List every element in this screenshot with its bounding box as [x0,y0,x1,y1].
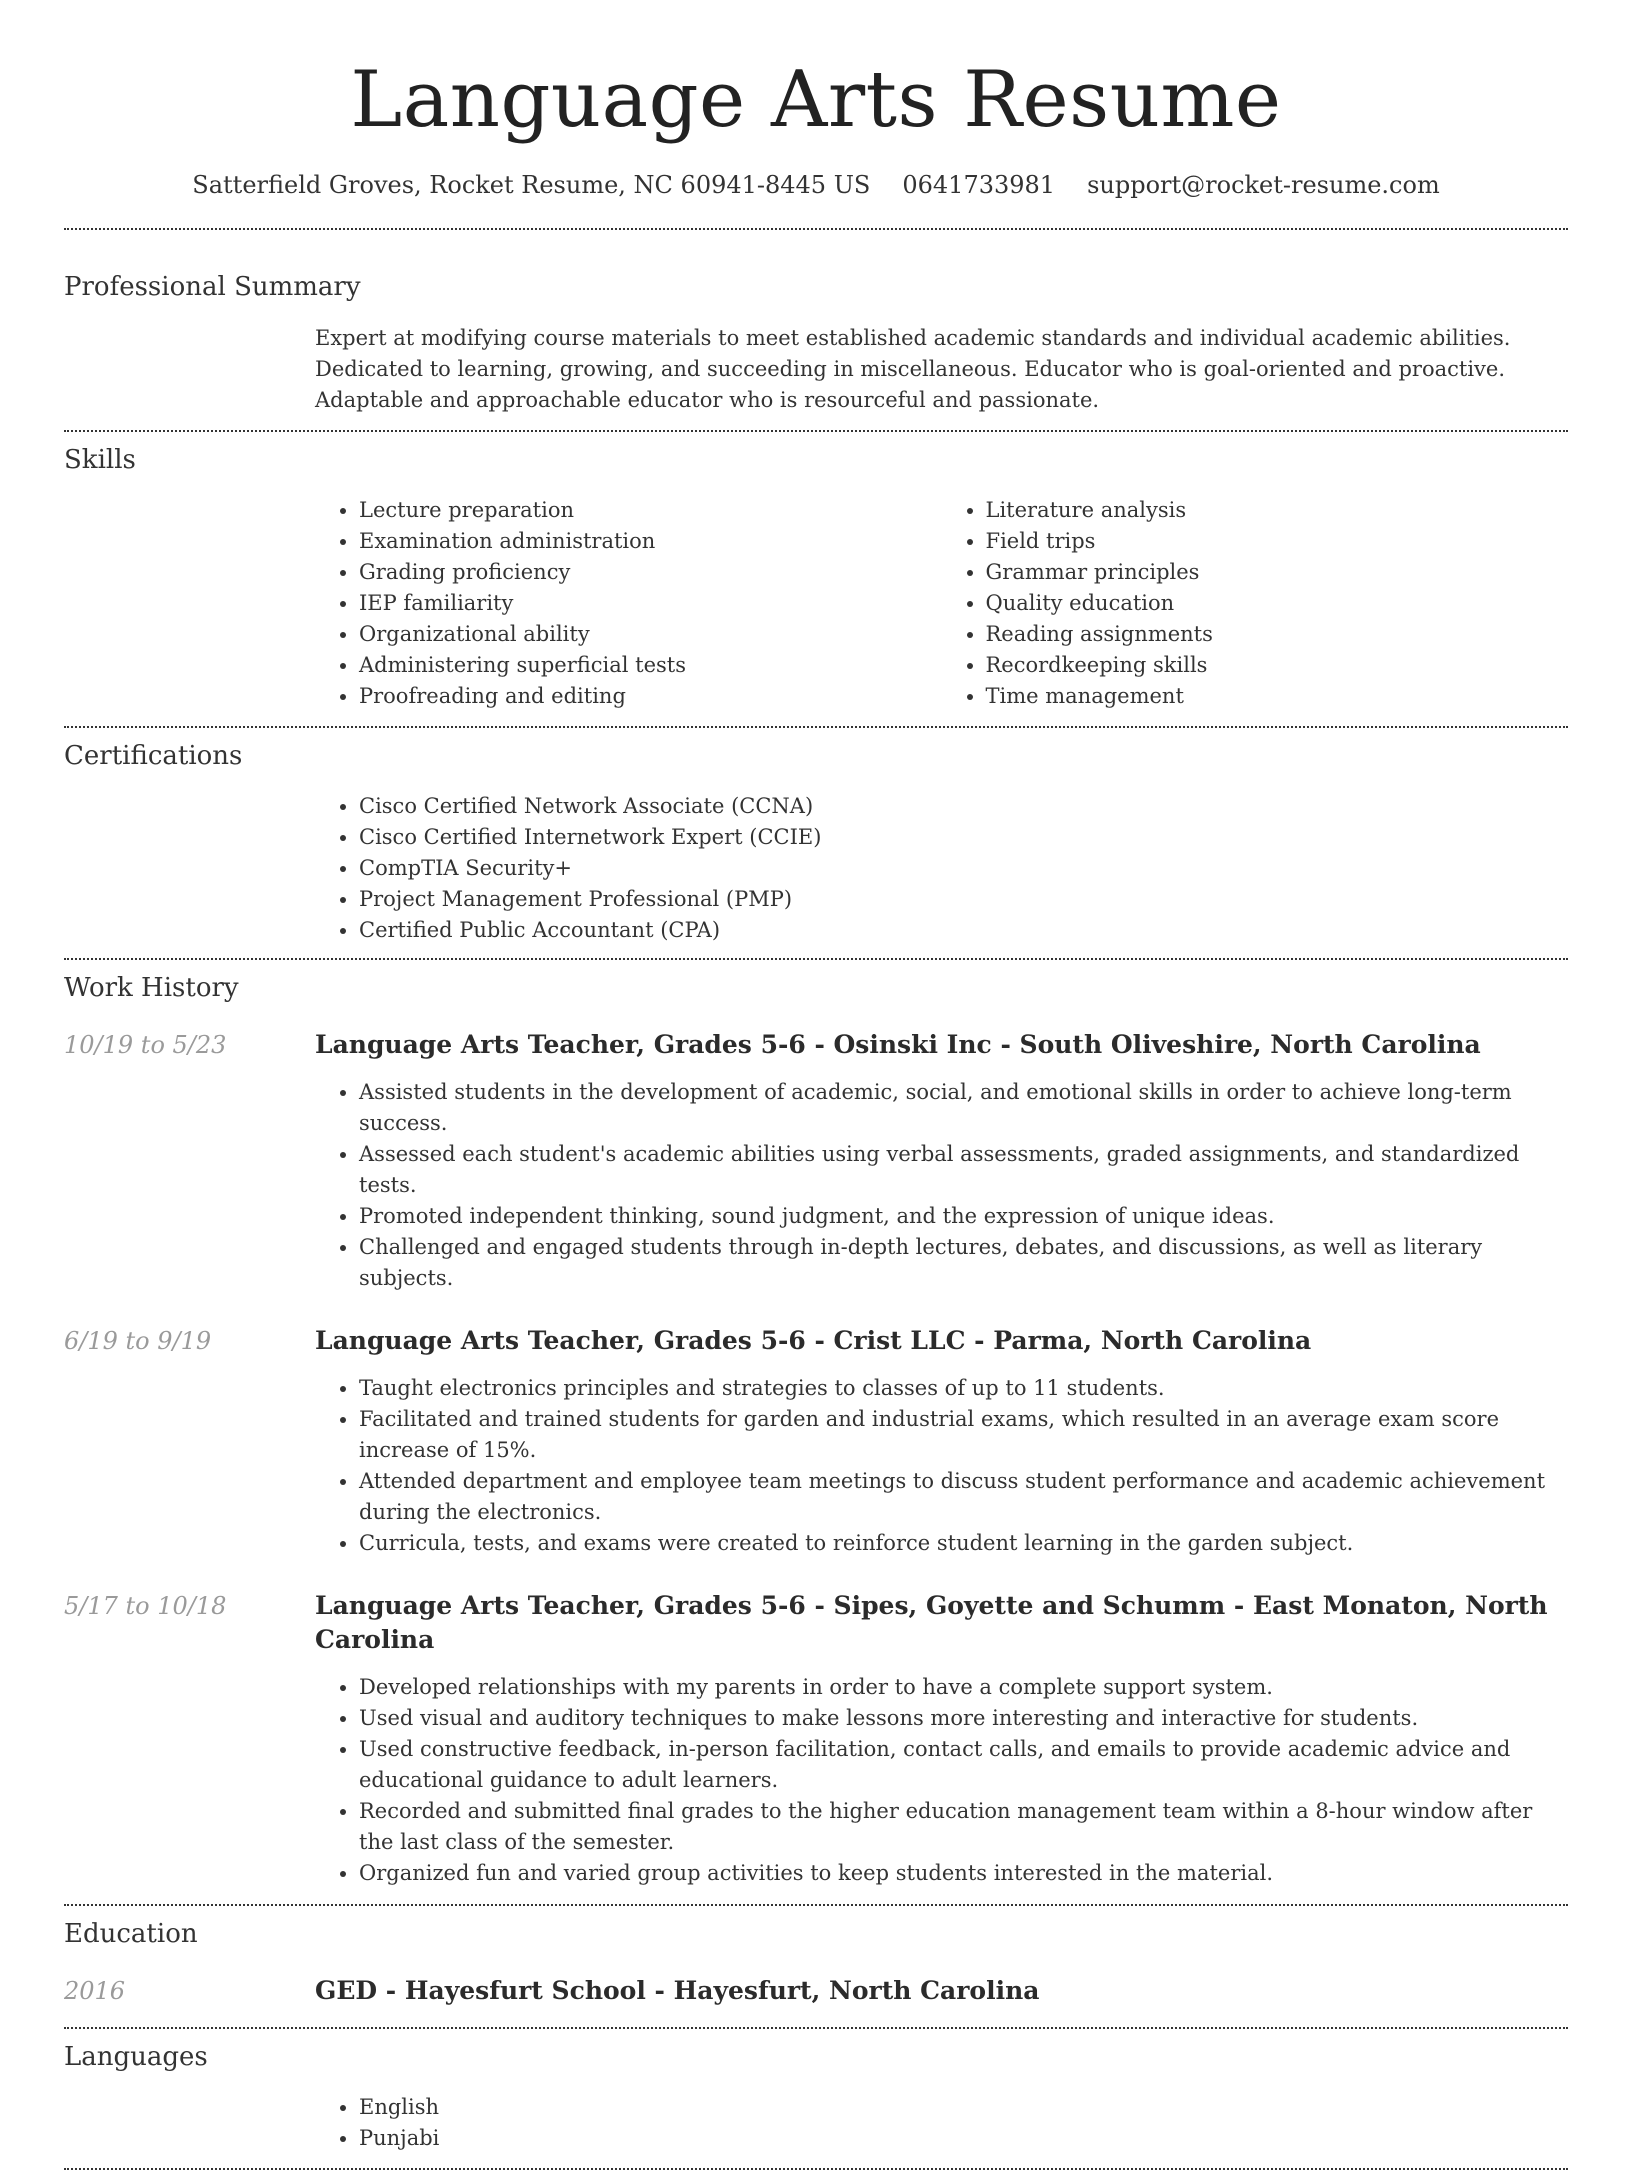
language-item: • English [359,2092,1568,2123]
job-bullets [315,1077,1568,1294]
resume-page [64,0,1568,2170]
certifications-list [315,791,1568,946]
skill-item: • Literature analysis [986,495,1569,526]
resume-name: Language Arts Resume [350,55,1282,145]
summary-section [64,230,1568,416]
skill-item: • Quality education [986,588,1569,619]
section-title-work: Work History [64,973,239,1003]
skills-section [64,432,1568,712]
job-bullet: • Assisted students in the development of academic, social, and emotional skills in order to achieve long-term success. [359,1077,1568,1139]
education-entry [64,1974,1568,2008]
contact-email: support@rocket-resume.com [1087,171,1440,199]
job-bullet: • Used visual and auditory techniques to make lessons more interesting and interactive for students. [359,1703,1568,1734]
job-bullet: • Curricula, tests, and exams were created to reinforce student learning in the garden subject. [359,1528,1568,1559]
section-title-skills: Skills [64,445,136,475]
section-title-summary: Professional Summary [64,272,361,302]
skills-list-left [315,495,942,712]
certification-item: • Cisco Certified Network Associate (CCNA) [359,791,1568,822]
skill-item: • Lecture preparation [359,495,942,526]
skill-item: • Grammar principles [986,557,1569,588]
skill-item: • Administering superficial tests [359,650,942,681]
section-title-certifications: Certifications [64,741,243,771]
education-section [64,1906,1568,2008]
skill-item: • Time management [986,681,1569,712]
resume-header [64,0,1568,202]
job-entry [64,1589,1568,1889]
summary-text: Expert at modifying course materials to meet established academic standards and individual academic abilities. Dedicated to learning, growing, and succeeding in miscellaneous. Educator who is goal-oriented and proactive. Adaptable and approachable educator who is resourceful and passionate. [315,326,1511,412]
contact-address: Satterfield Groves, Rocket Resume, NC 60941-8445 US [192,171,871,199]
job-date: 10/19 to 5/23 [64,1031,227,1059]
job-bullet: • Assessed each student's academic abilities using verbal assessments, graded assignments, and standardized tests. [359,1139,1568,1201]
job-title: Language Arts Teacher, Grades 5-6 - Osinski Inc - South Oliveshire, North Carolina [315,1030,1481,1059]
job-bullets [315,1373,1568,1559]
skill-item: • Organizational ability [359,619,942,650]
job-bullet: • Facilitated and trained students for garden and industrial exams, which resulted in an average exam score increase of 15%. [359,1404,1568,1466]
job-bullet: • Developed relationships with my parents in order to have a complete support system. [359,1672,1568,1703]
section-title-education: Education [64,1919,198,1949]
job-bullet: • Attended department and employee team meetings to discuss student performance and academic achievement during the electronics. [359,1466,1568,1528]
job-bullet: • Challenged and engaged students through in-depth lectures, debates, and discussions, as well as literary subjects. [359,1232,1568,1294]
contact-line [64,168,1568,202]
skill-item: • Examination administration [359,526,942,557]
job-title: Language Arts Teacher, Grades 5-6 - Crist LLC - Parma, North Carolina [315,1326,1312,1355]
language-item: • Punjabi [359,2123,1568,2154]
job-entry [64,1028,1568,1294]
job-date: 6/19 to 9/19 [64,1327,212,1355]
certification-item: • Cisco Certified Internetwork Expert (CCIE) [359,822,1568,853]
skill-item: • Grading proficiency [359,557,942,588]
skill-item: • Field trips [986,526,1569,557]
skill-item: • Recordkeeping skills [986,650,1569,681]
job-bullet: • Taught electronics principles and strategies to classes of up to 11 students. [359,1373,1568,1404]
certification-item: • Project Management Professional (PMP) [359,884,1568,915]
job-date: 5/17 to 10/18 [64,1592,227,1620]
skill-item: • Reading assignments [986,619,1569,650]
section-title-languages: Languages [64,2042,208,2072]
certification-item: • CompTIA Security+ [359,853,1568,884]
job-bullet: • Recorded and submitted final grades to the higher education management team within a 8-hour window after the last class of the semester. [359,1796,1568,1858]
certification-item: • Certified Public Accountant (CPA) [359,915,1568,946]
education-title: GED - Hayesfurt School - Hayesfurt, North Carolina [315,1976,1040,2005]
job-bullet: • Organized fun and varied group activities to keep students interested in the material. [359,1858,1568,1889]
skills-list-right [942,495,1569,712]
work-history-section [64,960,1568,1889]
job-bullet: • Used constructive feedback, in-person facilitation, contact calls, and emails to provide academic advice and educational guidance to adult learners. [359,1734,1568,1796]
job-entry [64,1324,1568,1559]
languages-section [64,2029,1568,2154]
skill-item: • Proofreading and editing [359,681,942,712]
job-title: Language Arts Teacher, Grades 5-6 - Sipes, Goyette and Schumm - East Monaton, North Carolina [315,1591,1548,1654]
job-bullets [315,1672,1568,1889]
job-bullet: • Promoted independent thinking, sound judgment, and the expression of unique ideas. [359,1201,1568,1232]
skill-item: • IEP familiarity [359,588,942,619]
contact-phone: 0641733981 [902,171,1056,199]
education-date: 2016 [64,1977,126,2005]
languages-list [315,2092,1568,2154]
certifications-section [64,728,1568,946]
